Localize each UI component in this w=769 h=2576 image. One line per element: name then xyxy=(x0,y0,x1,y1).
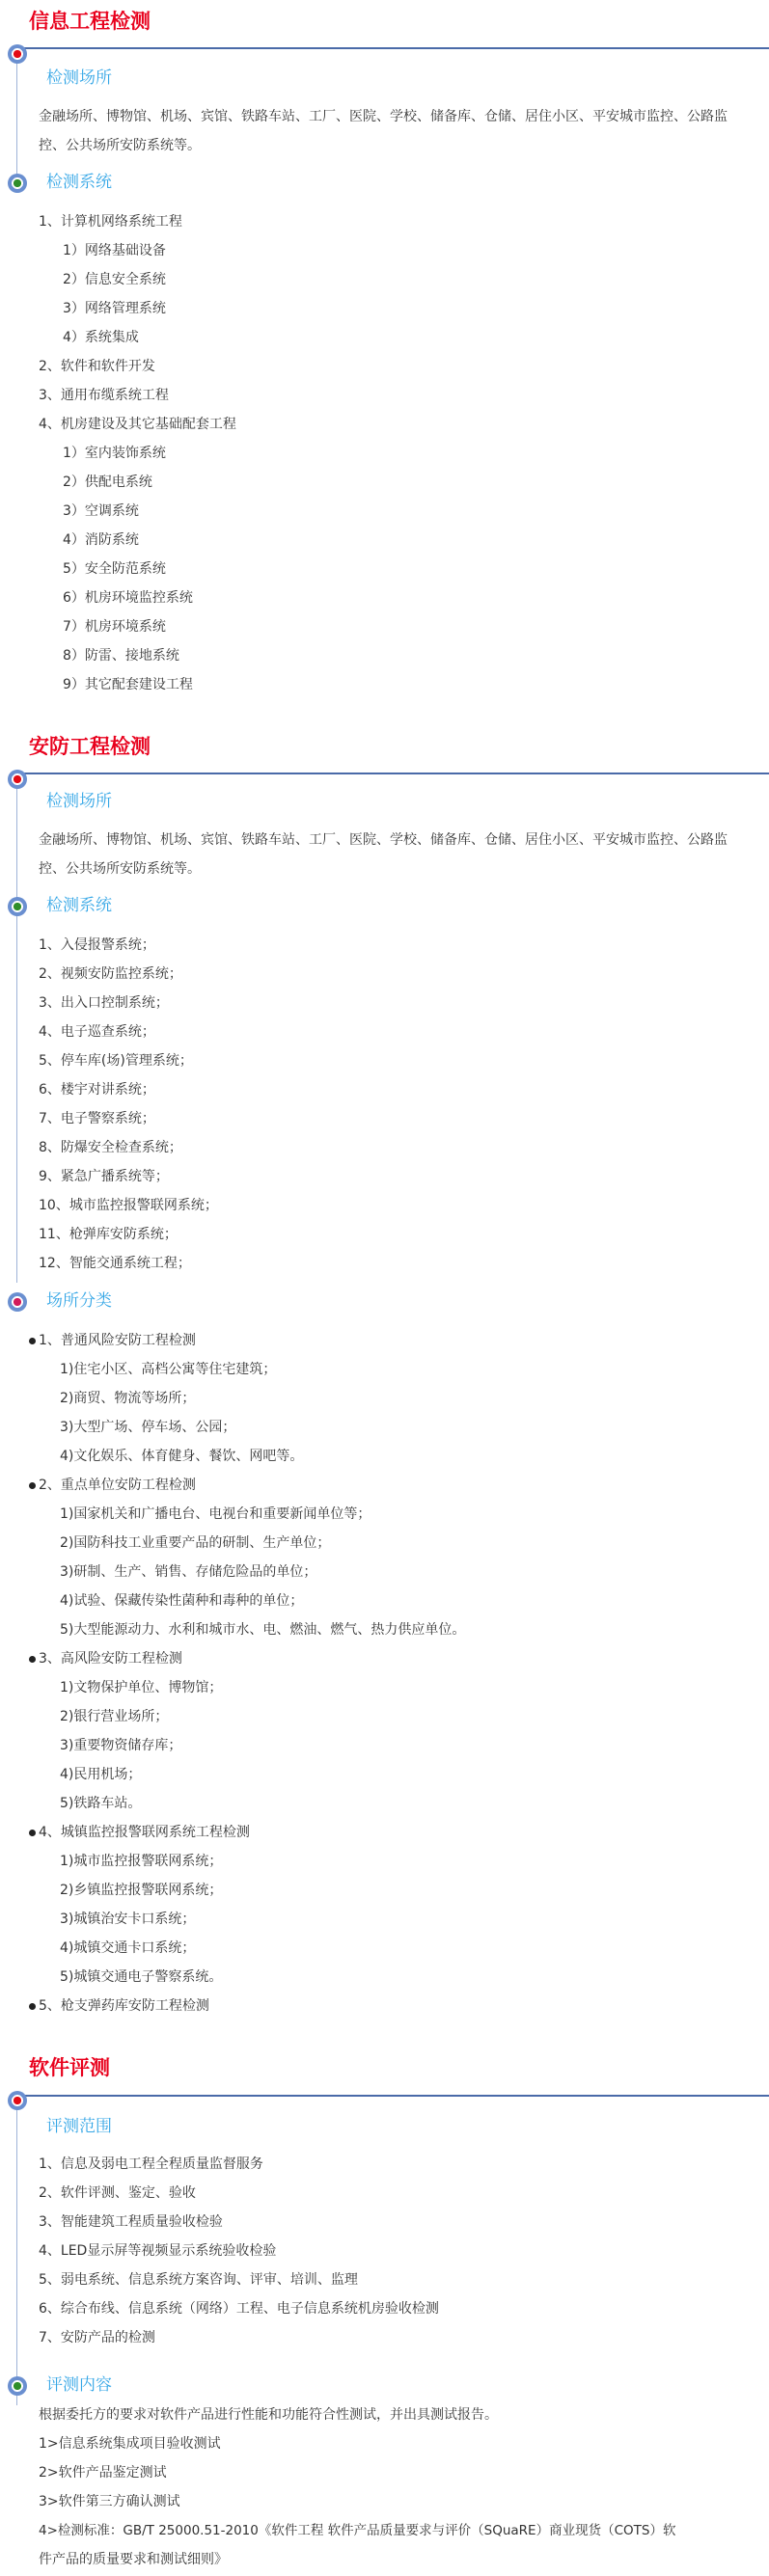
timeline-line xyxy=(16,779,17,1283)
list-item: 4)试验、保藏传染性菌种和毒种的单位； xyxy=(60,1593,304,1609)
list-item: 2、软件和软件开发 xyxy=(39,359,155,374)
list-item: 1)住宅小区、高档公寓等住宅建筑； xyxy=(60,1362,277,1377)
section-security-engineering xyxy=(0,733,769,2025)
list-item: 3)大型广场、停车场、公园； xyxy=(60,1420,236,1435)
sub-heading: 检测场所 xyxy=(46,792,112,811)
section-divider xyxy=(17,47,769,49)
list-item: 5）安全防范系统 xyxy=(63,561,166,577)
list-item: 3)重要物资储存库； xyxy=(60,1738,182,1753)
sub-heading: 检测系统 xyxy=(46,173,112,192)
list-item: 1)城市监控报警联网系统； xyxy=(60,1854,223,1869)
section-title: 信息工程检测 xyxy=(29,9,151,33)
group-title: 1、普通风险安防工程检测 xyxy=(39,1333,196,1348)
list-item: 4、机房建设及其它基础配套工程 xyxy=(39,417,236,432)
timeline-line xyxy=(16,54,17,183)
list-item: 4)文化娱乐、体育健身、餐饮、网吧等。 xyxy=(60,1449,304,1464)
list-item: 6）机房环境监控系统 xyxy=(63,590,193,606)
list-item: 12、智能交通系统工程； xyxy=(39,1256,191,1271)
list-item: 10、城市监控报警联网系统； xyxy=(39,1198,218,1213)
sub-heading: 评测范围 xyxy=(46,2117,112,2136)
text-line: 4>检测标准：GB/T 25000.51-2010《软件工程 软件产品质量要求与评价（SQuaRE）商业现货（COTS）软 xyxy=(39,2523,676,2538)
paragraph: 金融场所、博物馆、机场、宾馆、铁路车站、工厂、医院、学校、储备库、仓储、居住小区、平安城市监控、公路监控、公共场所安防系统等。 xyxy=(39,109,728,153)
list-item: 1)文物保护单位、博物馆； xyxy=(60,1680,223,1695)
list-item: 7）机房环境系统 xyxy=(63,619,166,635)
section-title: 软件评测 xyxy=(29,2055,110,2079)
section-title: 安防工程检测 xyxy=(29,734,151,758)
list-item: 4、LED显示屏等视频显示系统验收检验 xyxy=(39,2243,277,2259)
text-line: 2>软件产品鉴定测试 xyxy=(39,2465,167,2481)
list-item: 8）防雷、接地系统 xyxy=(63,648,179,664)
sub-heading: 检测系统 xyxy=(46,896,112,915)
purple-circle-icon xyxy=(8,1292,27,1312)
list-item: 2）供配电系统 xyxy=(63,475,152,490)
bullet-dot xyxy=(29,1482,36,1489)
list-item: 7、安防产品的检测 xyxy=(39,2330,155,2346)
group-title: 3、高风险安防工程检测 xyxy=(39,1651,182,1667)
list-item: 5、弱电系统、信息系统方案咨询、评审、培训、监理 xyxy=(39,2272,358,2288)
red-circle-icon xyxy=(8,2091,27,2110)
list-item: 4）消防系统 xyxy=(63,532,139,548)
list-item: 2、视频安防监控系统； xyxy=(39,966,182,982)
sub-heading: 检测场所 xyxy=(46,68,112,88)
list-item: 1、信息及弱电工程全程质量监督服务 xyxy=(39,2156,263,2172)
list-item: 6、综合布线、信息系统（网络）工程、电子信息系统机房验收检测 xyxy=(39,2301,439,2317)
bullet-dot xyxy=(29,1338,36,1344)
list-item: 3、智能建筑工程质量验收检验 xyxy=(39,2214,223,2230)
list-item: 3）网络管理系统 xyxy=(63,301,166,316)
list-item: 2)商贸、物流等场所； xyxy=(60,1391,196,1406)
red-circle-icon xyxy=(8,44,27,64)
timeline-line xyxy=(16,2102,17,2405)
green-circle-icon xyxy=(8,174,27,193)
list-item: 2、软件评测、鉴定、验收 xyxy=(39,2185,196,2201)
section-software-testing xyxy=(0,2054,769,2576)
list-item: 9）其它配套建设工程 xyxy=(63,677,193,692)
list-item: 2)银行营业场所； xyxy=(60,1709,169,1724)
list-item: 7、电子警察系统； xyxy=(39,1111,155,1126)
sub-heading: 场所分类 xyxy=(46,1291,112,1311)
sub-heading: 评测内容 xyxy=(46,2375,112,2395)
list-item: 1、计算机网络系统工程 xyxy=(39,214,182,230)
list-item: 3、通用布缆系统工程 xyxy=(39,388,169,403)
list-item: 3)城镇治安卡口系统； xyxy=(60,1912,196,1927)
section-divider xyxy=(17,773,769,774)
list-item: 4、电子巡查系统； xyxy=(39,1024,155,1040)
green-circle-icon xyxy=(8,897,27,916)
list-item: 5)大型能源动力、水利和城市水、电、燃油、燃气、热力供应单位。 xyxy=(60,1622,466,1638)
list-item: 4)城镇交通卡口系统； xyxy=(60,1940,196,1956)
group-title: 4、城镇监控报警联网系统工程检测 xyxy=(39,1825,250,1840)
list-item: 5、停车库(场)管理系统； xyxy=(39,1053,193,1069)
bullet-dot xyxy=(29,2003,36,2010)
paragraph: 金融场所、博物馆、机场、宾馆、铁路车站、工厂、医院、学校、储备库、仓储、居住小区、平安城市监控、公路监控、公共场所安防系统等。 xyxy=(39,832,728,877)
list-item: 9、紧急广播系统等； xyxy=(39,1169,169,1184)
list-item: 2)乡镇监控报警联网系统； xyxy=(60,1883,223,1898)
list-item: 11、枪弹库安防系统； xyxy=(39,1227,178,1242)
list-item: 1）室内装饰系统 xyxy=(63,446,166,461)
list-item: 8、防爆安全检查系统； xyxy=(39,1140,182,1155)
list-item: 3、出入口控制系统； xyxy=(39,995,169,1011)
list-item: 1)国家机关和广播电台、电视台和重要新闻单位等； xyxy=(60,1506,371,1522)
bullet-dot xyxy=(29,1656,36,1663)
group-title: 2、重点单位安防工程检测 xyxy=(39,1478,196,1493)
text-line: 根据委托方的要求对软件产品进行性能和功能符合性测试，并出具测试报告。 xyxy=(39,2407,498,2423)
red-circle-icon xyxy=(8,770,27,789)
list-item: 5)铁路车站。 xyxy=(60,1796,142,1811)
bullet-dot xyxy=(29,1830,36,1836)
section-info-engineering xyxy=(0,0,769,714)
text-line: 3>软件第三方确认测试 xyxy=(39,2494,180,2509)
list-item: 3）空调系统 xyxy=(63,503,139,519)
section-divider xyxy=(17,2095,769,2097)
list-item: 3)研制、生产、销售、存储危险品的单位； xyxy=(60,1564,317,1580)
group-title: 5、枪支弹药库安防工程检测 xyxy=(39,1998,209,2014)
list-item: 2)国防科技工业重要产品的研制、生产单位； xyxy=(60,1535,331,1551)
list-item: 5)城镇交通电子警察系统。 xyxy=(60,1969,223,1985)
list-item: 2）信息安全系统 xyxy=(63,272,166,287)
green-circle-icon xyxy=(8,2376,27,2396)
text-line: 1>信息系统集成项目验收测试 xyxy=(39,2436,221,2452)
text-line: 件产品的质量要求和测试细则》 xyxy=(39,2552,228,2567)
list-item: 6、楼宇对讲系统； xyxy=(39,1082,155,1098)
list-item: 1）网络基础设备 xyxy=(63,243,166,258)
list-item: 4）系统集成 xyxy=(63,330,139,345)
list-item: 4)民用机场； xyxy=(60,1767,142,1782)
list-item: 1、入侵报警系统； xyxy=(39,937,155,953)
